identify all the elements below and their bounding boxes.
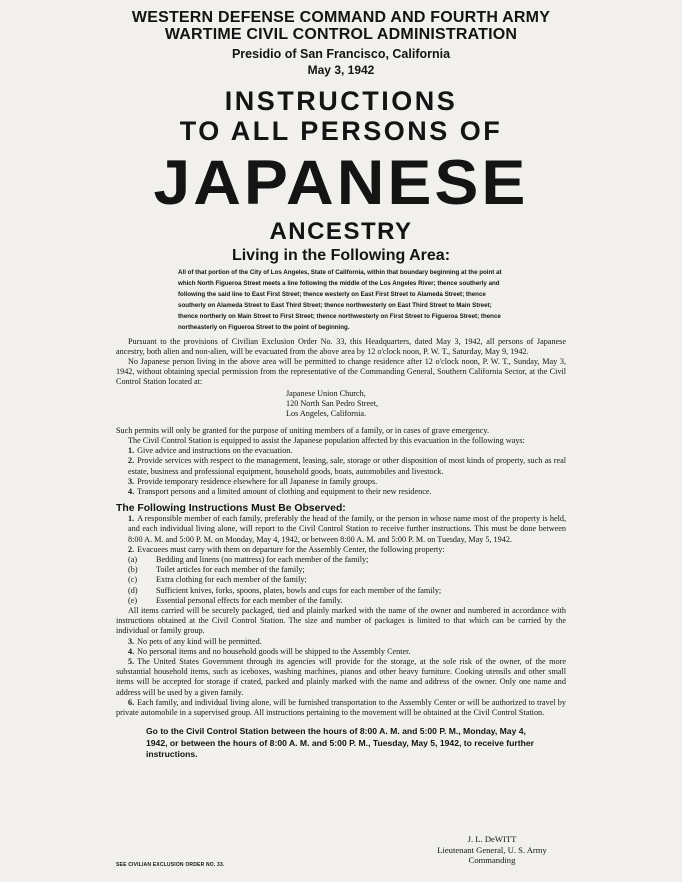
instruction-item: [116, 657, 566, 698]
property-item: [128, 586, 566, 596]
title-ancestry: ANCESTRY: [269, 217, 413, 245]
instruction-item: [128, 637, 566, 647]
signature-rank: Lieutenant General, U. S. Army: [437, 844, 547, 855]
property-key: (a): [128, 554, 138, 564]
instruction-item: [128, 647, 566, 657]
signature-role: Commanding: [468, 855, 516, 866]
instruction-number: 2.: [128, 544, 135, 554]
instruction-text: The United States Government through its agencies will provide for the storage, at the sole risk of the owner, of the more substantial household items, such as iceboxes, washing machines, pianos and other heavy furniture. Cooking utensils and other small items will be accepted for storage if crated, packed and plainly marked with the name and address of the owner. Only one name and address will be used by a given family.: [116, 657, 566, 697]
area-heading: Living in the Following Area:: [231, 246, 451, 264]
property-text: Bedding and linens (no mattress) for each member of the family;: [156, 554, 369, 564]
title-japanese: JAPANESE: [153, 146, 529, 217]
paragraph-order: Pursuant to the provisions of Civilian Exclusion Order No. 33, this Headquarters, dated May 3, 1942, all persons of Japanese ancestry, both alien and non-alien, will be evacuated from the above area by 12 o'clock noon, P. W. T., Saturday, May 9, 1942.: [116, 336, 566, 356]
service-text: Provide services with respect to the management, leasing, sale, storage or other disposition of most kinds of property, such as real estate, business and professional equipment, household goods, boats, automobiles and livestock.: [128, 456, 566, 476]
header-location: Presidio of San Francisco, California: [231, 47, 451, 61]
instruction-item: [128, 545, 566, 555]
instruction-text: Each family, and individual living alone, will be furnished transportation to the Assembly Center or will be authorized to travel by private automobile in a supervised group. All instructions pertaining to the movement will be obtained at the Civil Control Station.: [116, 697, 566, 718]
service-number: 4.: [128, 486, 135, 496]
property-key: (e): [128, 595, 138, 605]
title-instructions: INSTRUCTIONS: [224, 85, 458, 116]
header-administration: WARTIME CIVIL CONTROL ADMINISTRATION: [164, 26, 518, 43]
header-date: May 3, 1942: [307, 62, 375, 77]
property-item: [128, 596, 566, 606]
property-text: Extra clothing for each member of the family;: [156, 575, 307, 585]
instruction-text: No personal items and no household goods will be shipped to the Assembly Center.: [137, 646, 411, 656]
property-text: Toilet articles for each member of the family;: [156, 565, 305, 575]
instruction-number: 5.: [128, 657, 135, 666]
instruction-number: 3.: [128, 636, 135, 646]
property-item: [128, 555, 566, 565]
property-key: (b): [128, 565, 138, 575]
service-text: Provide temporary residence elsewhere for all Japanese in family groups.: [137, 476, 378, 486]
notice-column: [116, 10, 566, 761]
instruction-number: 4.: [128, 646, 135, 656]
service-number: 2.: [128, 456, 135, 466]
station-address: [286, 389, 566, 420]
property-text: Essential personal effects for each member of the family.: [156, 595, 343, 605]
address-line: Japanese Union Church,: [286, 388, 366, 398]
service-item: [128, 446, 566, 456]
paragraph-permits: Such permits will only be granted for the purpose of uniting members of a family, or in cases of grave emergency.: [116, 425, 490, 435]
property-item: [128, 565, 566, 575]
address-line: 120 North San Pedro Street,: [286, 398, 379, 408]
service-number: 3.: [128, 476, 135, 486]
instructions-heading: The Following Instructions Must Be Observed:: [116, 503, 346, 515]
instruction-number: 6.: [128, 697, 135, 707]
service-item: [128, 487, 566, 497]
property-text: Sufficient knives, forks, spoons, plates, bowls and cups for each member of the family;: [156, 585, 442, 595]
property-key: (c): [128, 575, 138, 585]
service-item: [128, 456, 566, 476]
signature-block: [412, 834, 572, 866]
property-item: [128, 575, 566, 585]
signature-name: J. L. DeWITT: [467, 834, 517, 844]
header-command: WESTERN DEFENSE COMMAND AND FOURTH ARMY: [131, 9, 551, 26]
instruction-item: [116, 698, 566, 718]
closing-instruction: Go to the Civil Control Station between the hours of 8:00 A. M. and 5:00 P. M., Monday, May 4, 1942, or between the hours of 8:00 A. M. and 5:00 P. M., Tuesday, May 5, 1942, to receive further instructions.: [146, 726, 534, 760]
paragraph-residence: No Japanese person living in the above area will be permitted to change residence after 12 o'clock noon, P. W. T., Sunday, May 3, 1942, without obtaining special permission from the representative of the Commanding General, Southern California Sector, at the Civil Control Station located at:: [116, 356, 566, 387]
paragraph-station-services: The Civil Control Station is equipped to assist the Japanese population affected by this evacuation in the following ways:: [128, 435, 525, 445]
service-number: 1.: [128, 446, 135, 456]
footer-order-reference: SEE CIVILIAN EXCLUSION ORDER NO. 33.: [116, 862, 225, 868]
instruction-text: Evacuees must carry with them on departure for the Assembly Center, the following property:: [137, 544, 445, 554]
area-boundary: All of that portion of the City of Los Angeles, State of California, within that boundary beginning at the point at which North Figueroa Street meets a line following the middle of the Los Angeles River; thence southerly and following the said line to East First Street; thence westerly on East First Street to Alameda Street; thence southerly on Alameda Street to East Third Street; thence northwesterly on East Third Street to Main Street; thence northerly on Main Street to First Street; thence northwesterly on First Street to Figueroa Street; thence northeasterly on Figueroa Street to the point of beginning.: [178, 268, 502, 331]
address-line: Los Angeles, California.: [286, 409, 367, 419]
property-key: (d): [128, 585, 138, 595]
paragraph-packaging: All items carried will be securely packaged, tied and plainly marked with the name of the owner and numbered in accordance with instructions obtained at the Civil Control Station. The size and number of packages is limited to that which can be carried by the individual or family group.: [116, 605, 566, 636]
service-text: Give advice and instructions on the evacuation.: [137, 446, 293, 456]
instruction-item: [128, 514, 566, 545]
instruction-number: 1.: [128, 514, 135, 524]
title-to-all-persons: TO ALL PERSONS OF: [179, 115, 503, 146]
instruction-text: No pets of any kind will be permitted.: [137, 636, 262, 646]
notice-page: [0, 10, 682, 882]
instruction-text: A responsible member of each family, preferably the head of the family, or the person in whose name most of the property is held, and each individual living alone, will report to the Civil Control Station to receive further instructions. This must be done between 8:00 A. M. and 5:00 P. M. on Monday, May 4, 1942, or between 8:00 A. M. and 5:00 P. M. on Tuesday, May 5, 1942.: [128, 514, 566, 544]
service-item: [128, 477, 566, 487]
service-text: Transport persons and a limited amount of clothing and equipment to their new residence.: [137, 486, 432, 496]
